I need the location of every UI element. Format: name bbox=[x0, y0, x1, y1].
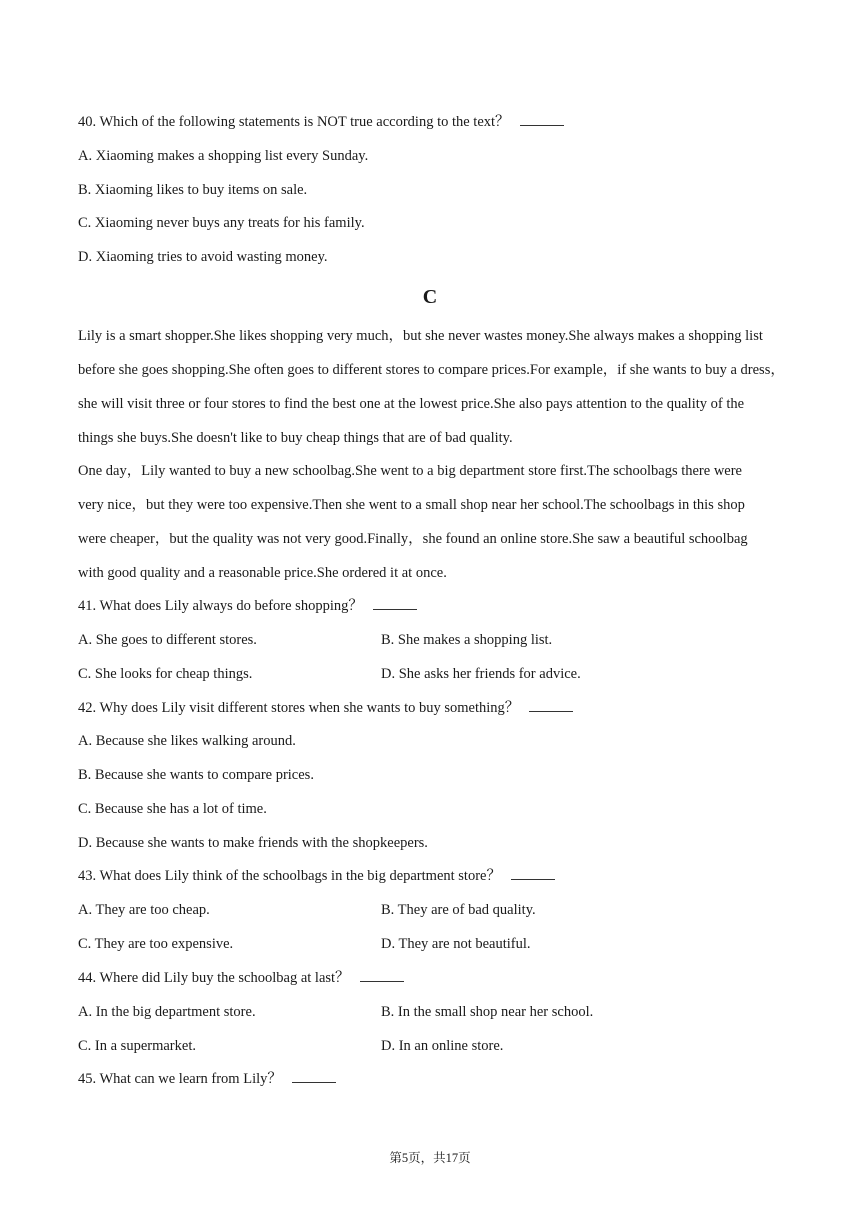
option-a: A. Because she likes walking around. bbox=[78, 733, 296, 749]
option-row bbox=[78, 1036, 790, 1056]
option-d: D. Xiaoming tries to avoid wasting money. bbox=[78, 249, 328, 265]
question-45 bbox=[78, 1069, 790, 1089]
answer-blank[interactable] bbox=[511, 867, 555, 880]
question-43 bbox=[78, 866, 790, 886]
option-b: B. They are of bad quality. bbox=[381, 902, 536, 918]
option-c: C. She looks for cheap things. bbox=[78, 666, 253, 682]
passage-line: with good quality and a reasonable price.She ordered it at once. bbox=[78, 565, 447, 581]
option-d: D. She asks her friends for advice. bbox=[381, 666, 581, 682]
question-40 bbox=[78, 112, 790, 132]
option-b: B. Xiaoming likes to buy items on sale. bbox=[78, 182, 308, 198]
option-c: C. In a supermarket. bbox=[78, 1038, 196, 1054]
question-text: 40. Which of the following statements is NOT true according to the text？ bbox=[78, 114, 510, 130]
question-42 bbox=[78, 698, 790, 718]
option-row bbox=[78, 630, 790, 650]
question-44 bbox=[78, 968, 790, 988]
option-row bbox=[78, 664, 790, 684]
answer-blank[interactable] bbox=[373, 597, 417, 610]
question-41 bbox=[78, 596, 790, 616]
answer-blank[interactable] bbox=[529, 699, 573, 712]
question-text: 41. What does Lily always do before shopping？ bbox=[78, 598, 363, 614]
passage-line: before she goes shopping.She often goes to different stores to compare prices.For example，if she wants to buy a dress， bbox=[78, 362, 785, 378]
option-a: A. She goes to different stores. bbox=[78, 632, 257, 648]
answer-blank[interactable] bbox=[292, 1070, 336, 1083]
option-b: B. In the small shop near her school. bbox=[381, 1004, 594, 1020]
option-c: C. Because she has a lot of time. bbox=[78, 801, 267, 817]
option-d: D. They are not beautiful. bbox=[381, 936, 531, 952]
option-a: A. They are too cheap. bbox=[78, 902, 210, 918]
option-a: A. Xiaoming makes a shopping list every Sunday. bbox=[78, 148, 369, 164]
option-row bbox=[78, 1002, 790, 1022]
option-d: D. Because she wants to make friends with the shopkeepers. bbox=[78, 835, 428, 851]
option-row bbox=[78, 900, 790, 920]
passage-line: she will visit three or four stores to find the best one at the lowest price.She also pays attention to the quality of the bbox=[78, 396, 745, 412]
answer-blank[interactable] bbox=[520, 113, 564, 126]
passage-line: very nice，but they were too expensive.Then she went to a small shop near her school.The schoolbags in this shop bbox=[78, 497, 745, 513]
passage-line: Lily is a smart shopper.She likes shopping very much，but she never wastes money.She always makes a shopping list bbox=[78, 328, 763, 344]
question-text: 44. Where did Lily buy the schoolbag at last？ bbox=[78, 970, 350, 986]
passage-line: were cheaper，but the quality was not very good.Finally，she found an online store.She saw a beautiful schoolbag bbox=[78, 531, 748, 547]
question-text: 42. Why does Lily visit different stores when she wants to buy something？ bbox=[78, 700, 520, 716]
option-row bbox=[78, 934, 790, 954]
question-text: 43. What does Lily think of the schoolbags in the big department store？ bbox=[78, 868, 501, 884]
passage-line: things she buys.She doesn't like to buy cheap things that are of bad quality. bbox=[78, 430, 513, 446]
option-c: C. Xiaoming never buys any treats for his family. bbox=[78, 215, 365, 231]
option-b: B. Because she wants to compare prices. bbox=[78, 767, 314, 783]
option-c: C. They are too expensive. bbox=[78, 936, 234, 952]
option-a: A. In the big department store. bbox=[78, 1004, 256, 1020]
option-b: B. She makes a shopping list. bbox=[381, 632, 553, 648]
section-title: C bbox=[422, 286, 438, 308]
option-d: D. In an online store. bbox=[381, 1038, 504, 1054]
page-number: 第5页，共17页 bbox=[389, 1151, 471, 1165]
question-text: 45. What can we learn from Lily？ bbox=[78, 1071, 282, 1087]
passage-line: One day，Lily wanted to buy a new schoolbag.She went to a big department store first.The schoolbags there were bbox=[78, 463, 742, 479]
answer-blank[interactable] bbox=[360, 969, 404, 982]
